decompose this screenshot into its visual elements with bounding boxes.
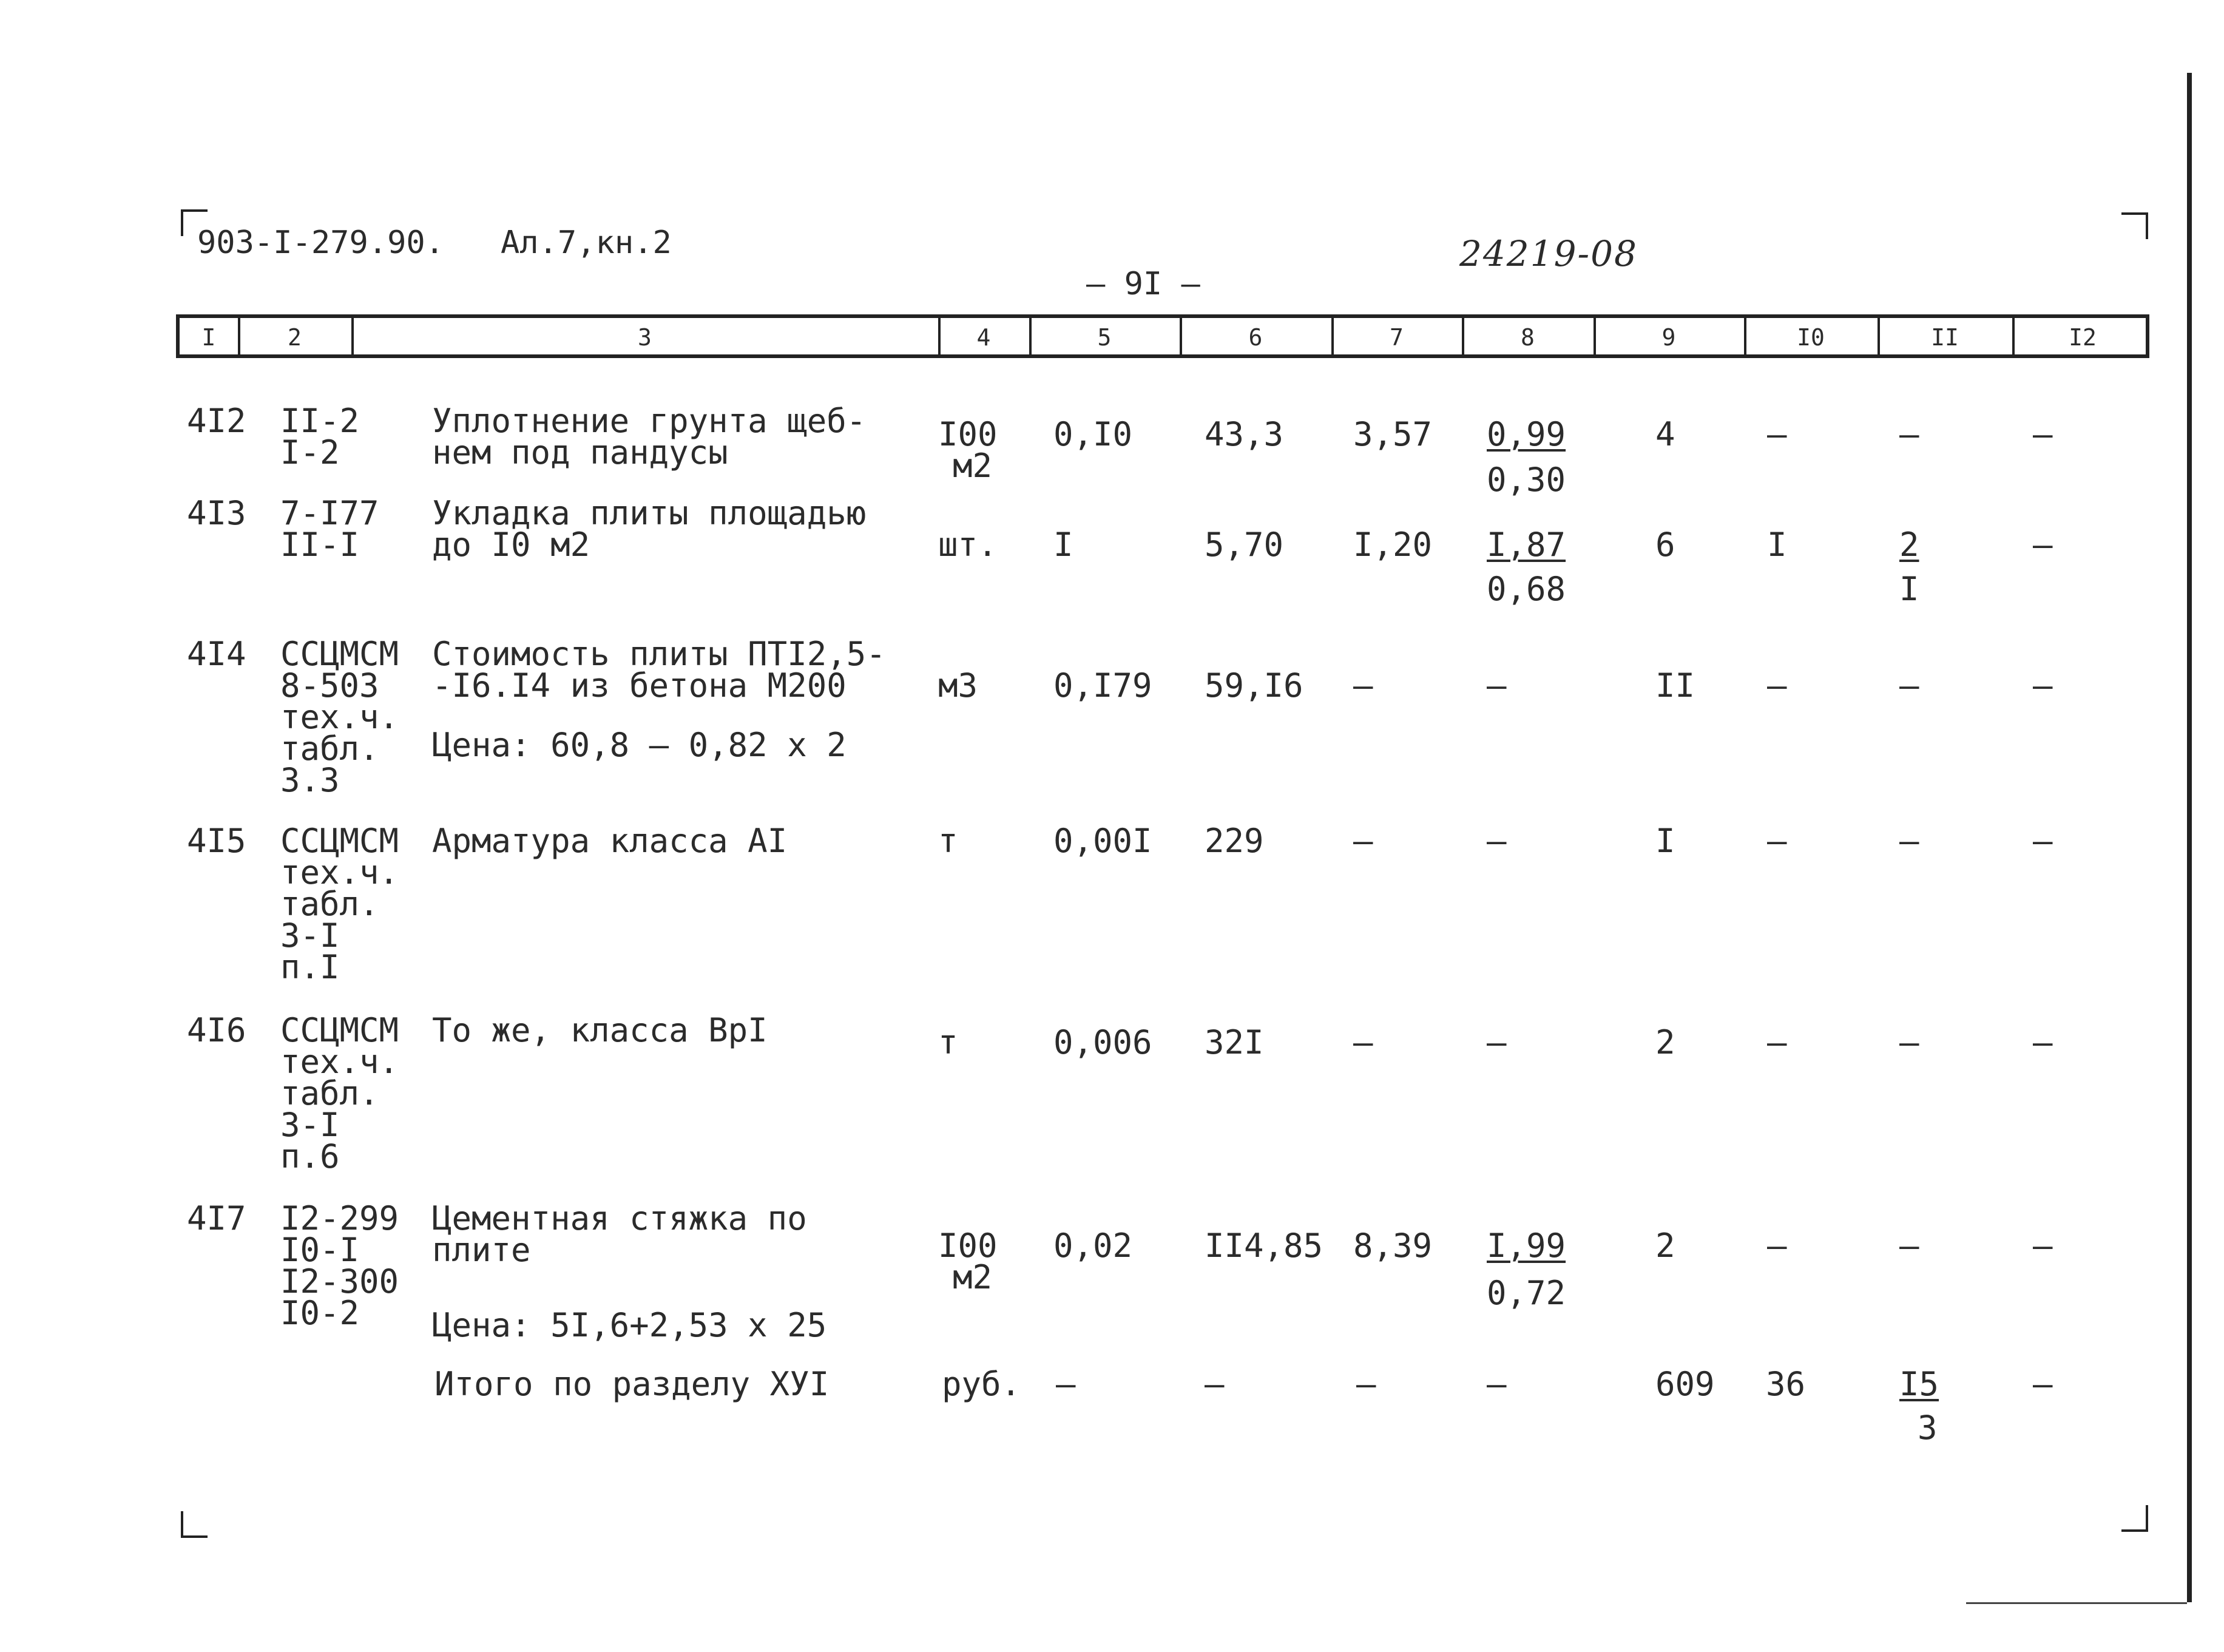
column-number: 5 [1097,324,1112,351]
norm-code: ССЦМСМ [280,635,399,673]
column-separator [1331,318,1334,354]
col12-value: – [2033,526,2053,564]
col8-value: I,99 [1487,1227,1566,1265]
row-number: 4I7 [187,1199,246,1237]
total-col7: – [1356,1365,1376,1403]
norm-code: ССЦМСМ [280,1011,399,1049]
corner-mark-bottom-right [2121,1505,2148,1532]
col9-value: 4 [1655,415,1675,453]
work-description: до I0 м2 [432,526,590,564]
column-separator [1462,318,1464,354]
col10-value: – [1767,666,1787,705]
col8-value: 0,99 [1487,415,1566,453]
work-description: нем под пандусы [432,433,728,472]
col9-value: 2 [1655,1227,1675,1265]
total-unit: руб. [942,1365,1021,1403]
column-number: I [201,324,216,351]
col6-value: 229 [1205,822,1264,860]
col7-value: – [1353,666,1373,705]
norm-code: табл. [280,730,379,768]
norm-code: I0-I [280,1231,360,1269]
work-description: плите [432,1231,531,1269]
column-separator [2012,318,2015,354]
col6-value: 5,70 [1205,526,1284,564]
page-bottom-line [1966,1602,2187,1604]
page-number: — 9I — [1086,266,1200,302]
work-description: Стоимость плиты ПТI2,5- [432,635,886,673]
row-number: 4I2 [187,402,246,440]
column-separator [1180,318,1182,354]
col7-value: – [1353,822,1373,860]
total-col10: 36 [1766,1365,1806,1403]
norm-code: I2-299 [280,1199,399,1237]
column-number: 7 [1390,324,1404,351]
column-separator [1029,318,1032,354]
stamp-number: 24219-08 [1459,233,1638,274]
quantity: 0,006 [1053,1023,1152,1061]
col12-value: – [2033,666,2053,705]
page-edge-line [2187,73,2192,1602]
row-number: 4I5 [187,822,246,860]
col7-value: I,20 [1353,526,1433,564]
column-header [176,314,2149,358]
col6-value: 32I [1205,1023,1264,1061]
row-number: 4I6 [187,1011,246,1049]
col7-value: 3,57 [1353,415,1433,453]
column-separator [938,318,941,354]
quantity: 0,00I [1053,822,1152,860]
norm-code: п.6 [280,1137,340,1176]
norm-code: тех.ч. [280,1043,399,1081]
quantity: 0,I0 [1053,415,1133,453]
norm-code: ССЦМСМ [280,822,399,860]
col8-value: – [1487,666,1507,705]
col12-value: – [2033,1023,2053,1061]
work-description: То же, класса ВрI [432,1011,768,1049]
unit: м3 [938,666,978,705]
col11-value: – [1899,1227,1919,1265]
col8-subvalue: 0,68 [1487,570,1566,608]
norm-code: 3-I [280,916,340,955]
column-separator [1594,318,1596,354]
col10-value: – [1767,822,1787,860]
col10-value: – [1767,415,1787,453]
column-number: II [1931,324,1959,351]
unit: м2 [953,447,993,485]
norm-code: тех.ч. [280,698,399,736]
col7-value: – [1353,1023,1373,1061]
price-note: Цена: 5I,6+2,53 х 25 [432,1306,827,1344]
total-col8: – [1487,1365,1507,1403]
column-number: 3 [638,324,652,351]
work-description: Уплотнение грунта щеб- [432,402,867,440]
work-description: Укладка плиты площадью [432,494,867,532]
norm-code: I2-300 [280,1262,399,1301]
corner-mark-bottom-left [181,1511,208,1538]
norm-code: п.I [280,948,340,986]
norm-code: I0-2 [280,1294,360,1332]
col9-value: II [1655,666,1695,705]
total-label: Итого по разделу ХУI [434,1365,830,1403]
row-number: 4I4 [187,635,246,673]
norm-code: табл. [280,885,379,923]
col9-value: 6 [1655,526,1675,564]
column-number: 9 [1661,324,1676,351]
col8-value: – [1487,822,1507,860]
column-number: 8 [1521,324,1535,351]
col6-value: 43,3 [1205,415,1284,453]
col6-value: 59,I6 [1205,666,1303,705]
col12-value: – [2033,415,2053,453]
norm-code: 7-I77 [280,494,379,532]
col9-value: I [1655,822,1675,860]
unit: I00 [938,415,998,453]
col11-value: – [1899,822,1919,860]
col11-value: – [1899,1023,1919,1061]
album-reference: Ал.7,кн.2 [501,225,672,261]
col8-subvalue: 0,30 [1487,461,1566,499]
column-separator [1744,318,1746,354]
total-col12: – [2033,1365,2053,1403]
norm-code: I-2 [280,433,340,472]
col6-value: II4,85 [1205,1227,1323,1265]
price-note: Цена: 60,8 – 0,82 х 2 [432,726,847,764]
document-code: 903-I-279.90. [197,225,444,261]
norm-code: II-2 [280,402,360,440]
col9-value: 2 [1655,1023,1675,1061]
corner-mark-top-right [2121,212,2148,239]
total-col5: – [1056,1365,1076,1403]
col10-value: I [1767,526,1787,564]
unit: I00 [938,1227,998,1265]
norm-code: 3.3 [280,761,340,799]
quantity: 0,02 [1053,1227,1133,1265]
total-col6: – [1205,1365,1225,1403]
col10-value: – [1767,1227,1787,1265]
norm-code: табл. [280,1074,379,1112]
norm-code: II-I [280,526,360,564]
column-separator [238,318,240,354]
col10-value: – [1767,1023,1787,1061]
unit: шт. [938,526,998,564]
row-number: 4I3 [187,494,246,532]
column-number: 4 [976,324,991,351]
col12-value: – [2033,822,2053,860]
unit: т [938,1023,958,1061]
column-separator [351,318,354,354]
column-separator [1878,318,1880,354]
col8-value: – [1487,1023,1507,1061]
col8-subvalue: 0,72 [1487,1274,1566,1312]
col12-value: – [2033,1227,2053,1265]
quantity: 0,I79 [1053,666,1152,705]
col11-value: – [1899,666,1919,705]
total-col9: 609 [1655,1365,1715,1403]
total-col11-sub: 3 [1918,1409,1938,1447]
work-description: -I6.I4 из бетона М200 [432,666,847,705]
quantity: I [1053,526,1073,564]
norm-code: 3-I [280,1106,340,1144]
col11-value: – [1899,415,1919,453]
col11-subvalue: I [1899,570,1919,608]
work-description: Арматура класса AI [432,822,788,860]
norm-code: 8-503 [280,666,379,705]
column-number: 2 [288,324,302,351]
col11-value: 2 [1899,526,1919,564]
column-number: 6 [1248,324,1263,351]
col8-value: I,87 [1487,526,1566,564]
work-description: Цементная стяжка по [432,1199,807,1237]
unit: т [938,822,958,860]
column-number: I2 [2069,324,2097,351]
column-number: I0 [1797,324,1825,351]
col7-value: 8,39 [1353,1227,1433,1265]
unit: м2 [953,1258,993,1296]
total-col11: I5 [1899,1365,1939,1403]
norm-code: тех.ч. [280,853,399,892]
